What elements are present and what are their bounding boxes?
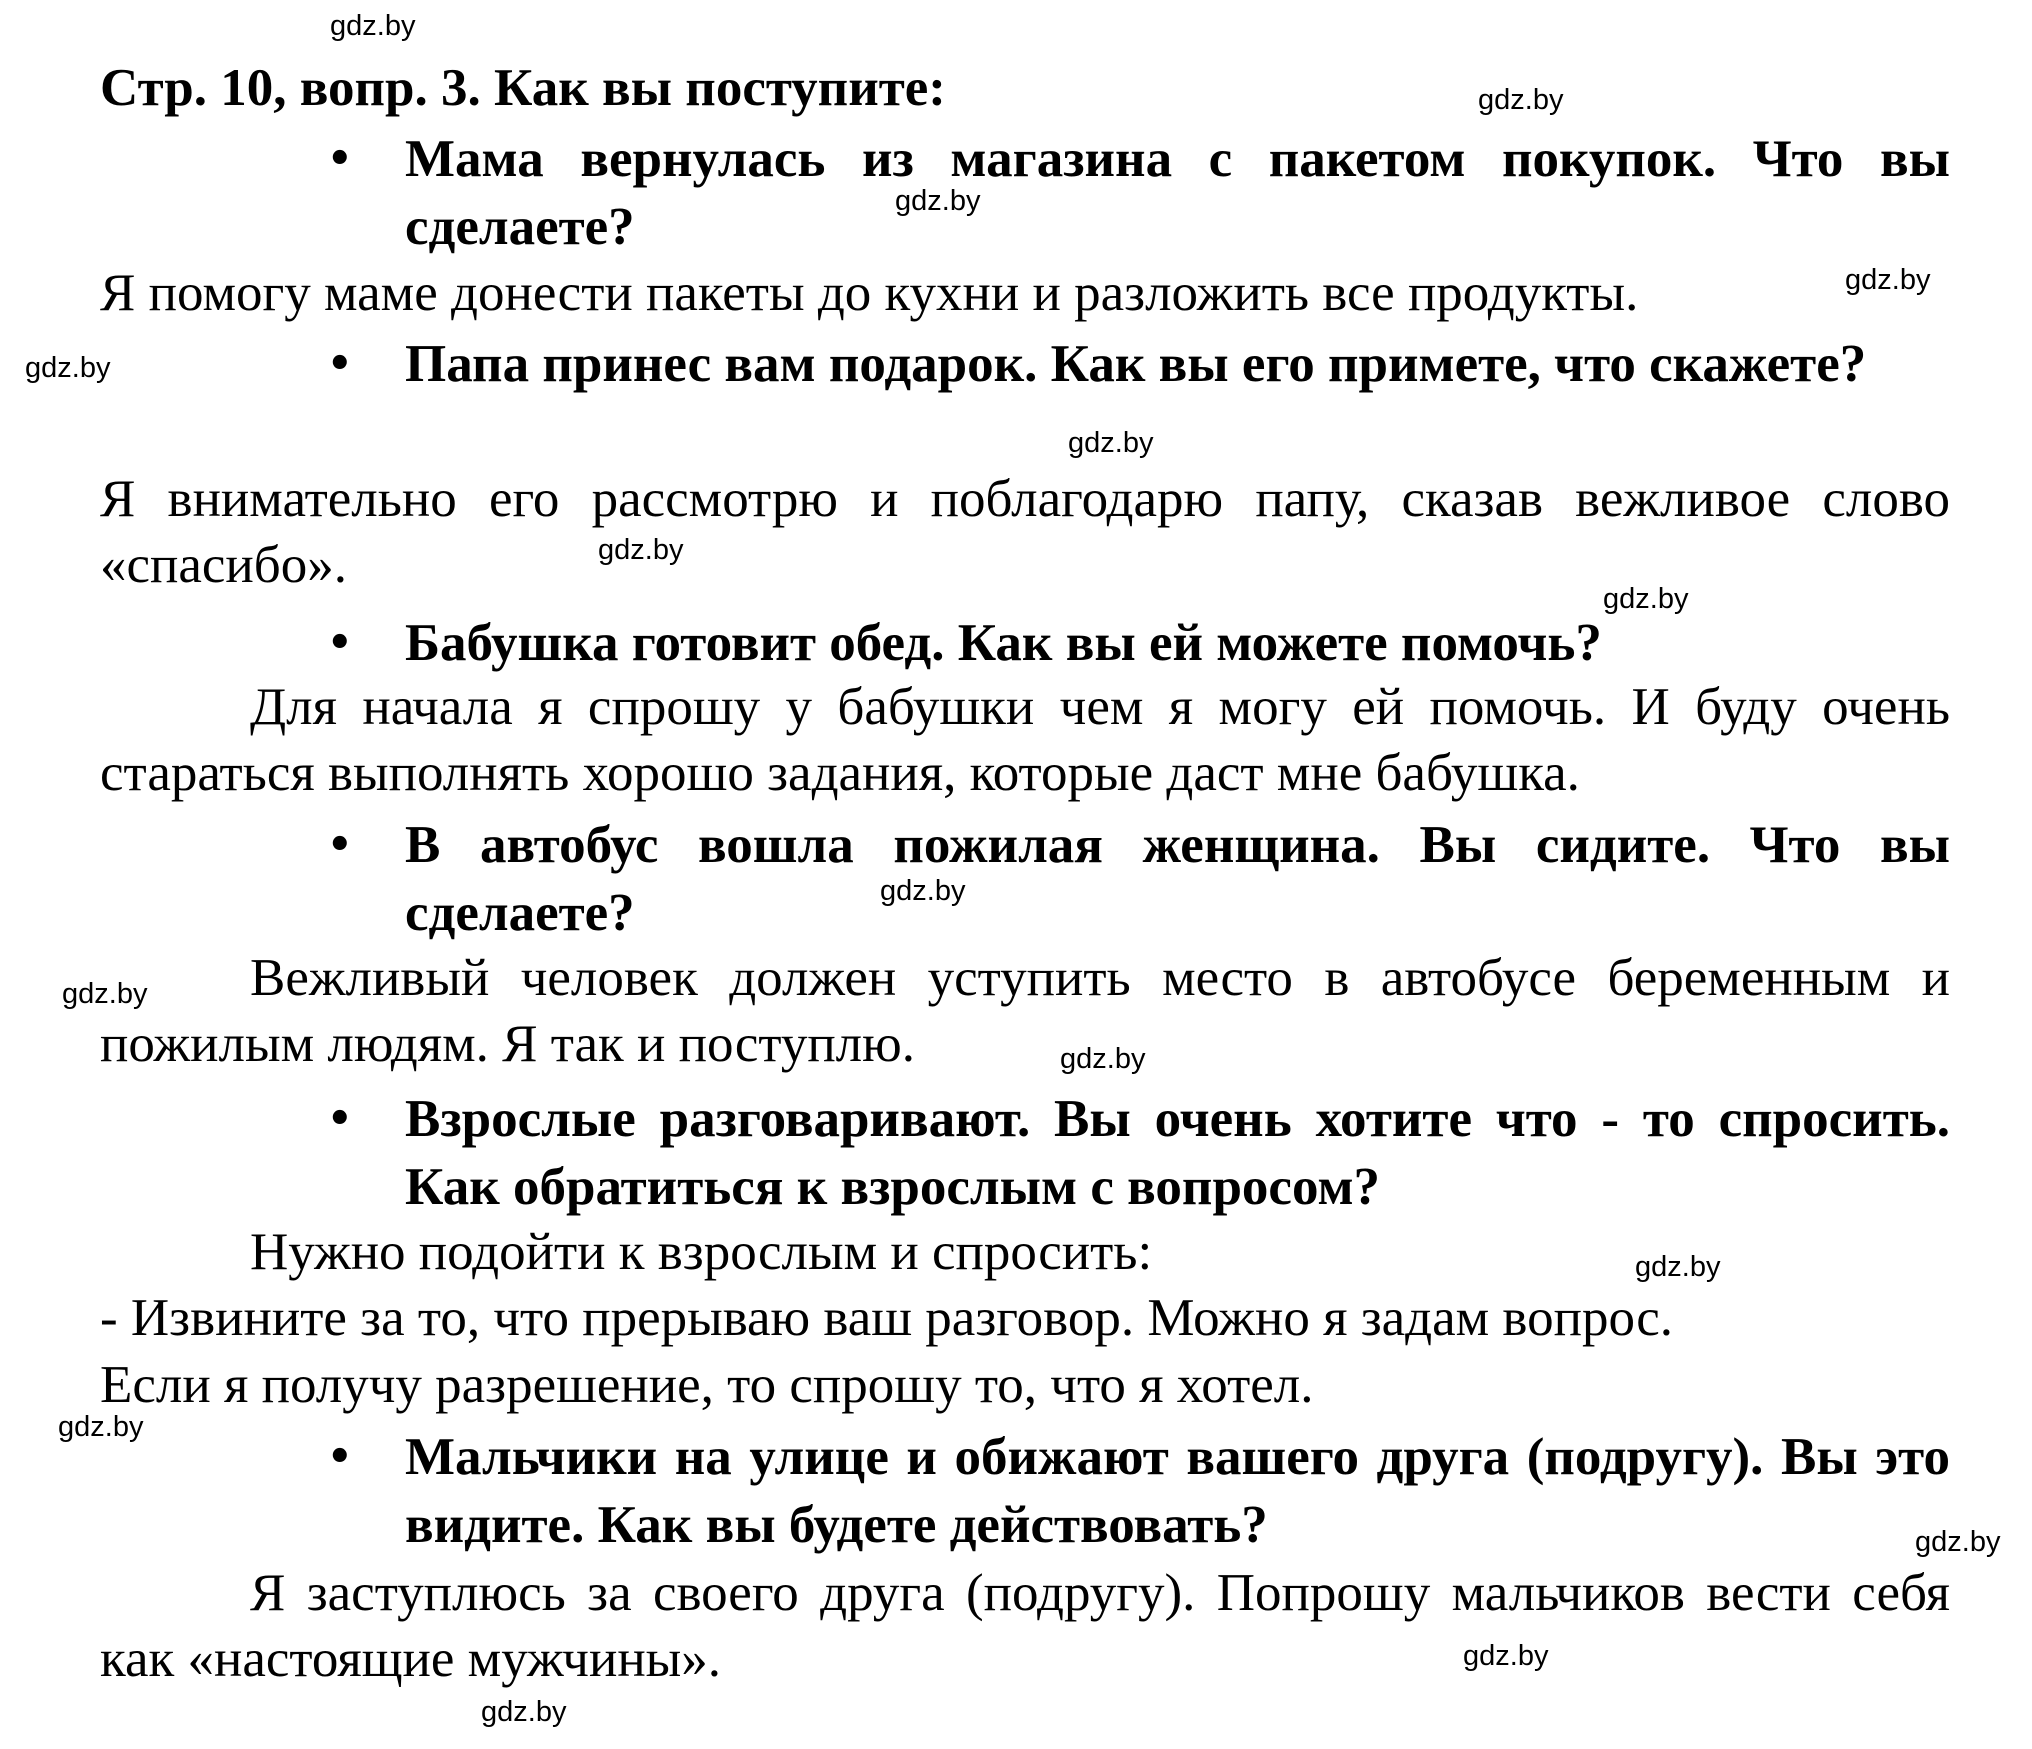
bullet-icon: • <box>327 822 353 868</box>
answer-4: Вежливый человек должен уступить место в автобусе беременным и пожилым людям. Я так и поступлю. <box>100 949 1950 1073</box>
question-text: Взрослые разговаривают. Вы очень хотите что - то спросить. Как обратиться к взрослым с вопросом? <box>405 1090 1950 1216</box>
answer-5-line-3: Если я получу разрешение, то спрошу то, что я хотел. <box>100 1356 1314 1414</box>
bullet-icon: • <box>327 1434 353 1480</box>
bullet-icon: • <box>327 1096 353 1142</box>
watermark: gdz.by <box>62 978 148 1010</box>
question-5 <box>327 1085 1950 1221</box>
page-heading: Стр. 10, вопр. 3. Как вы поступите: <box>100 59 946 117</box>
answer-2: Я внимательно его рассмотрю и поблагодарю папу, сказав вежливое слово «спасибо». <box>100 470 1950 594</box>
bullet-icon: • <box>327 620 353 666</box>
watermark: gdz.by <box>1463 1640 1549 1672</box>
watermark: gdz.by <box>1635 1251 1721 1283</box>
question-1 <box>327 125 1950 261</box>
answer-6: Я заступлюсь за своего друга (подругу). Попрошу мальчиков вести себя как «настоящие мужчины». <box>100 1564 1950 1688</box>
answer-1: Я помогу маме донести пакеты до кухни и разложить все продукты. <box>100 264 1639 322</box>
question-text: Папа принес вам подарок. Как вы его примете, что скажете? <box>405 335 1867 393</box>
watermark: gdz.by <box>1478 84 1564 116</box>
bullet-icon: • <box>327 136 353 182</box>
watermark: gdz.by <box>1060 1043 1146 1075</box>
watermark: gdz.by <box>1845 264 1931 296</box>
watermark: gdz.by <box>25 352 111 384</box>
question-text: Мальчики на улице и обижают вашего друга (подругу). Вы это видите. Как вы будете действовать? <box>405 1428 1950 1554</box>
watermark: gdz.by <box>330 10 416 42</box>
question-6 <box>327 1423 1950 1559</box>
watermark: gdz.by <box>481 1696 567 1728</box>
question-3 <box>327 609 1950 677</box>
watermark: gdz.by <box>1603 583 1689 615</box>
watermark: gdz.by <box>58 1411 144 1443</box>
watermark: gdz.by <box>1915 1526 2001 1558</box>
question-2 <box>327 330 1950 398</box>
watermark: gdz.by <box>880 875 966 907</box>
watermark: gdz.by <box>1068 427 1154 459</box>
question-text: В автобус вошла пожилая женщина. Вы сидите. Что вы сделаете? <box>405 816 1950 942</box>
answer-3: Для начала я спрошу у бабушки чем я могу ей помочь. И буду очень стараться выполнять хорошо задания, которые даст мне бабушка. <box>100 678 1950 802</box>
question-text: Бабушка готовит обед. Как вы ей можете помочь? <box>405 614 1602 672</box>
watermark: gdz.by <box>598 534 684 566</box>
answer-5-line-2: - Извините за то, что прерываю ваш разговор. Можно я задам вопрос. <box>100 1289 1674 1347</box>
watermark: gdz.by <box>895 185 981 217</box>
question-4 <box>327 811 1950 947</box>
question-text: Мама вернулась из магазина с пакетом покупок. Что вы сделаете? <box>405 130 1950 256</box>
answer-5-line-1: Нужно подойти к взрослым и спросить: <box>250 1223 1153 1281</box>
bullet-icon: • <box>327 341 353 387</box>
